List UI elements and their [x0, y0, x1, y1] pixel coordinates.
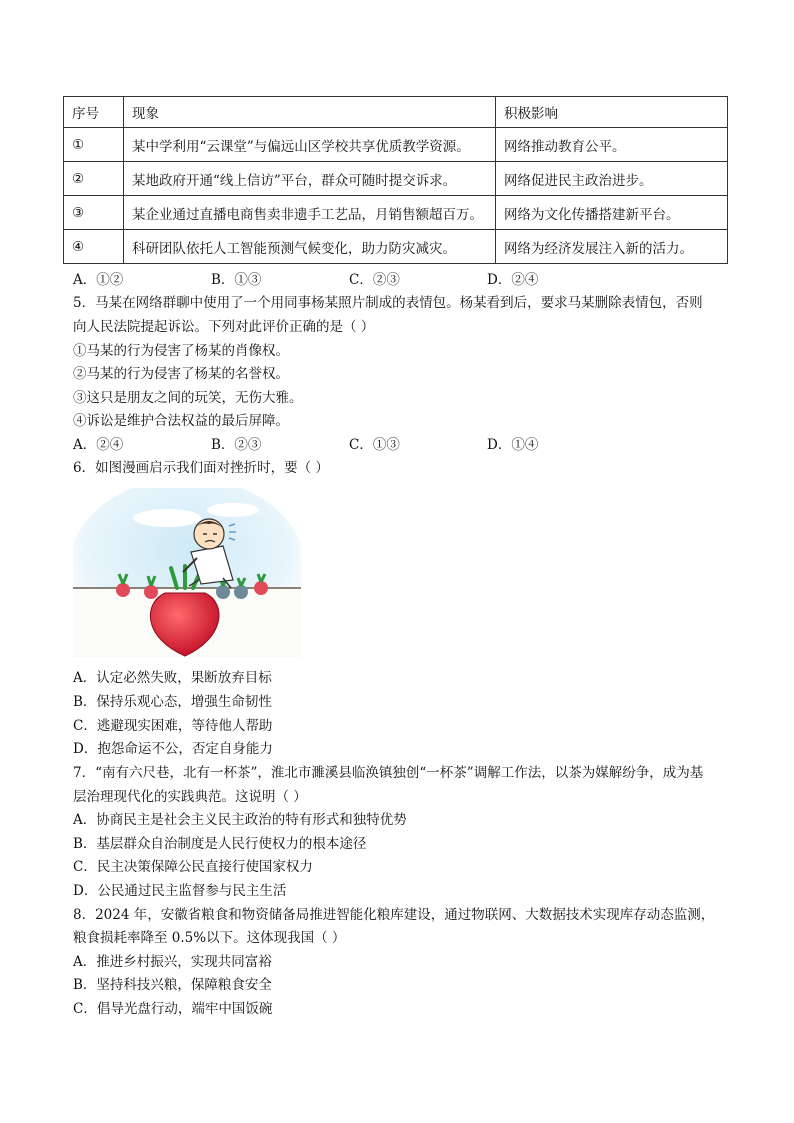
phenomenon-table [63, 96, 728, 264]
table-row [64, 128, 728, 162]
table-cell: 某地政府开通“线上信访”平台，群众可随时提交诉求。 [124, 162, 496, 196]
table-row [64, 230, 728, 264]
q6-option-c[interactable]: C．逃避现实困难，等待他人帮助 [73, 718, 273, 734]
q8-option-c[interactable]: C．倡导光盘行动，端牢中国饭碗 [73, 1001, 273, 1017]
table-row [64, 196, 728, 230]
q5-options [73, 435, 538, 455]
option-c[interactable]: C．①③ [349, 437, 400, 453]
q6-option-b[interactable]: B．保持乐观心态，增强生命韧性 [73, 694, 272, 710]
q7-option-b[interactable]: B．基层群众自治制度是人民行使权力的根本途径 [73, 836, 367, 852]
option-c[interactable]: C．②③ [349, 272, 400, 288]
q7-option-d[interactable]: D．公民通过民主监督参与民主生活 [73, 883, 287, 899]
table-cell: 网络为文化传播搭建新平台。 [496, 196, 728, 230]
table-cell: 网络为经济发展注入新的活力。 [496, 230, 728, 264]
option-b[interactable]: B．②③ [211, 437, 262, 453]
q8-option-a[interactable]: A．推进乡村振兴，实现共同富裕 [73, 954, 272, 970]
option-b[interactable]: B．①③ [211, 272, 262, 288]
table-cell: 网络推动教育公平。 [496, 128, 728, 162]
table-header-cell: 积极影响 [496, 97, 728, 128]
option-d[interactable]: D．①④ [487, 437, 539, 453]
table-cell: 某企业通过直播电商售卖非遗手工艺品，月销售额超百万。 [124, 196, 496, 230]
q5-stem-line2: 向人民法院提起诉讼。下列对此评价正确的是（ ） [73, 319, 375, 335]
table-cell: 科研团队依托人工智能预测气候变化，助力防灾减灾。 [124, 230, 496, 264]
q6-option-d[interactable]: D．抱怨命运不公，否定自身能力 [73, 741, 273, 757]
option-a[interactable]: A．②④ [73, 437, 124, 453]
q7-option-a[interactable]: A．协商民主是社会主义民主政治的特有形式和独特优势 [73, 812, 407, 828]
q5-statement-4: ④诉讼是维护合法权益的最后屏障。 [73, 413, 289, 429]
option-a[interactable]: A．①② [73, 272, 124, 288]
q8-option-b[interactable]: B．坚持科技兴粮，保障粮食安全 [73, 977, 272, 993]
q8-stem-line2: 粮食损耗率降至 0.5%以下。这体现我国（ ） [73, 930, 346, 946]
q7-stem-line1: 7．“南有六尺巷，北有一杯茶”，淮北市濉溪县临涣镇独创“一杯茶”调解工作法，以茶为媒解纷争，成为基 [73, 765, 704, 781]
table-cell: ③ [64, 196, 124, 230]
table-cell: ① [64, 128, 124, 162]
table-cell: ② [64, 162, 124, 196]
table-header-row [64, 97, 728, 128]
q5-stem-line1: 5．马某在网络群聊中使用了一个用同事杨某照片制成的表情包。杨某看到后，要求马某删除表情包，否则 [73, 295, 703, 311]
q5-statement-2: ②马某的行为侵害了杨某的名誉权。 [73, 366, 289, 382]
q5-statement-3: ③这只是朋友之间的玩笑，无伤大雅。 [73, 390, 303, 406]
table-cell: 某中学利用“云课堂”与偏远山区学校共享优质教学资源。 [124, 128, 496, 162]
q7-option-c[interactable]: C．民主决策保障公民直接行使国家权力 [73, 859, 313, 875]
table-cell: 网络促进民主政治进步。 [496, 162, 728, 196]
q7-stem-line2: 层治理现代化的实践典范。这说明（ ） [73, 789, 307, 805]
q6-stem: 6．如图漫画启示我们面对挫折时，要（ ） [73, 460, 329, 476]
q5-statement-1: ①马某的行为侵害了杨某的肖像权。 [73, 343, 289, 359]
option-d[interactable]: D．②④ [487, 272, 539, 288]
q6-option-a[interactable]: A．认定必然失败，果断放弃目标 [73, 670, 272, 686]
table-cell: ④ [64, 230, 124, 264]
q8-stem-line1: 8．2024 年，安徽省粮食和物资储备局推进智能化粮库建设，通过物联网、大数据技术实现库存动态监测， [73, 907, 715, 923]
table-header-cell: 现象 [124, 97, 496, 128]
table-row [64, 162, 728, 196]
table-header-cell: 序号 [64, 97, 124, 128]
q4-options [73, 270, 538, 290]
radish-pulling-cartoon [73, 488, 301, 658]
